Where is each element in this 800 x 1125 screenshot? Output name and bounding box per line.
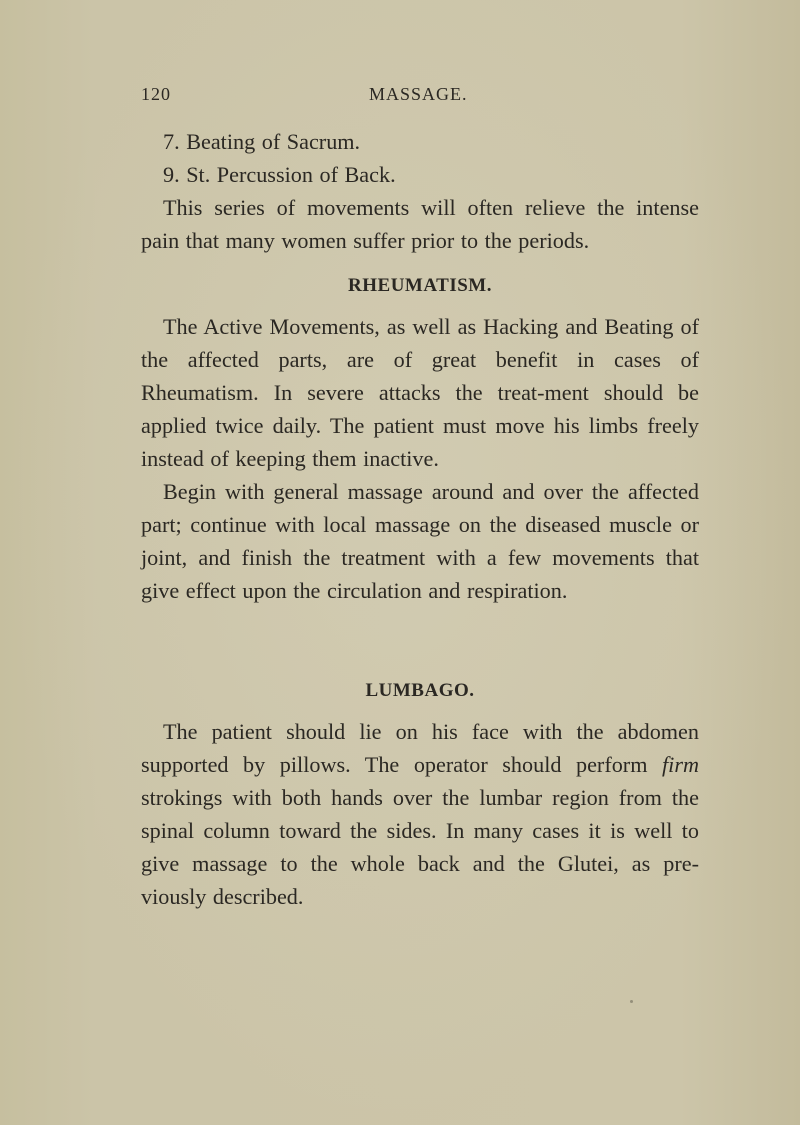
body-text: [141, 125, 699, 913]
page-number: 120: [141, 84, 171, 104]
lumbago-heading: LUMBAGO.: [365, 680, 475, 701]
lumbago-paragraph: [141, 715, 699, 913]
rheumatism-paragraph-2: Begin with general massage around and over the affected part; continue with local massage on the diseased muscle or joint, and finish the treatment with a few movements that give effect upon the circulation and respiration.: [141, 479, 699, 603]
lumbago-text-start: The patient should lie on his face with the abdomen supported by pillows. The operator should perform: [141, 719, 699, 777]
list-item-9: 9. St. Percussion of Back.: [163, 162, 396, 187]
lumbago-text-end: strokings with both hands over the lumbar region from the spinal column toward the sides. In many cases it is well to give massage to the whole back and the Glutei, as pre-viously described.: [141, 785, 699, 909]
running-title: MASSAGE.: [369, 84, 468, 104]
lumbago-emphasis: firm: [662, 752, 699, 777]
rheumatism-paragraph-1: The Active Movements, as well as Hacking and Beating of the affected parts, are of great benefit in cases of Rheumatism. In severe attacks the treat-ment should be applied twice daily. The patient must move his limbs freely instead of keeping them inactive.: [141, 314, 699, 471]
rheumatism-heading: RHEUMATISM.: [348, 275, 492, 296]
paper-speck: [630, 1000, 633, 1003]
list-item-7: 7. Beating of Sacrum.: [163, 129, 361, 154]
running-head: [141, 84, 471, 108]
intro-paragraph: This series of movements will often relieve the intense pain that many women suffer prior to the periods.: [141, 195, 699, 253]
